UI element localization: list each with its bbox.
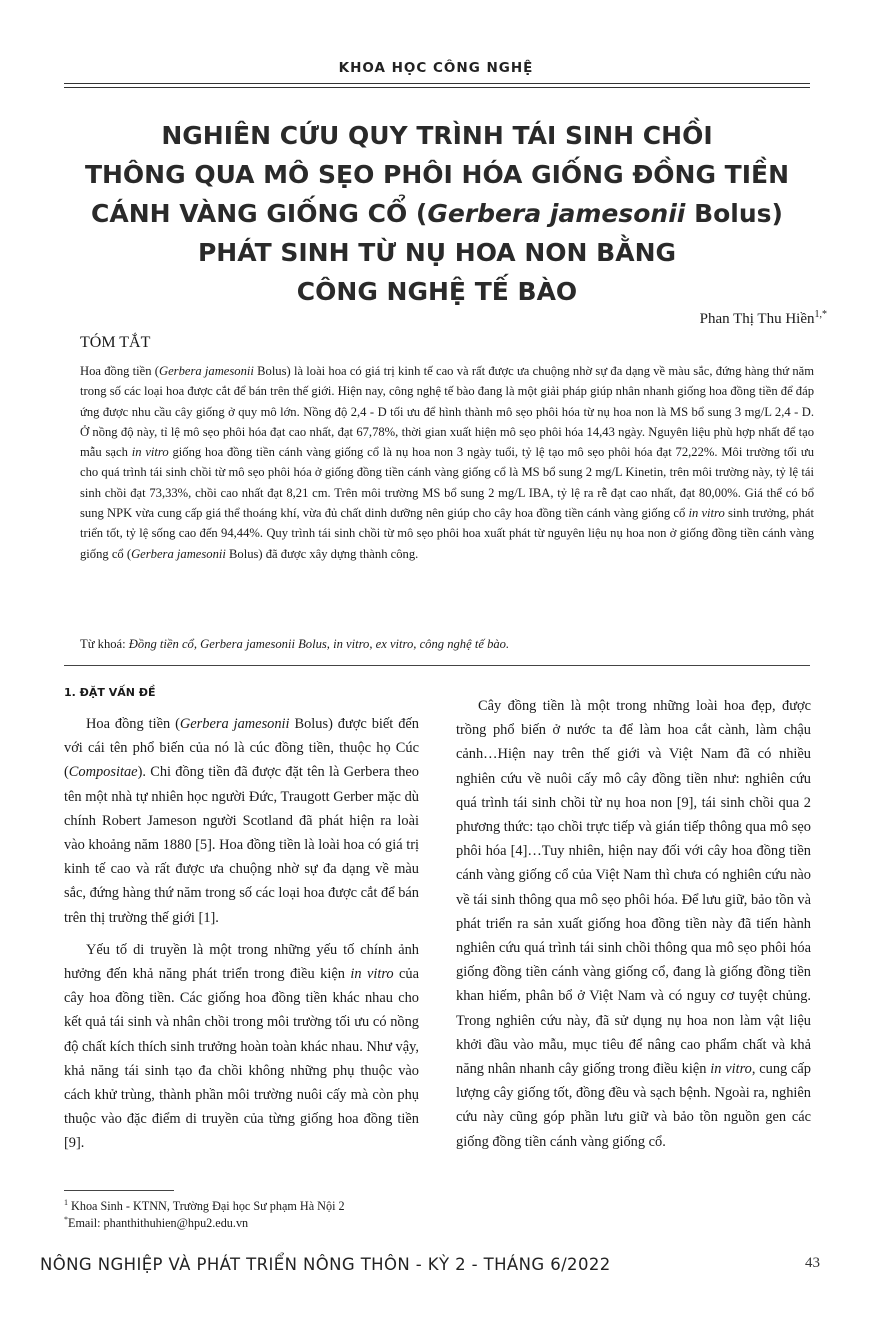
footnote-text: Khoa Sinh - KTNN, Trường Đại học Sư phạm Hà Nội 2 — [68, 1199, 345, 1214]
title-line-3 — [40, 194, 834, 233]
abstract-text: Bolus) là loài hoa có giá trị kinh tế cao và rất được ưa chuộng nhờ sự đa dạng về màu sắc, đứng hàng thứ năm trong số các loại hoa được cắt để bán trên thế giới. Hiện nay, công nghệ tế bào đang là một giải pháp giúp nhân nhanh giống hoa đồng tiền để đáp ứng được nhu cầu cây giống ở quy mô lớn. Nồng độ 2,4 - D tối ưu để hình thành mô sẹo phôi hóa từ nụ hoa non là MS bổ sung 3 mg/L 2,4 - D. Ở nồng độ này, tỉ lệ mô sẹo phôi hóa đạt cao nhất, đạt 67,78%, thời gian xuất hiện mô sẹo phôi hóa 14,43 ngày. Nguyên liệu phù hợp nhất để tạo mẫu sạch — [80, 364, 814, 460]
title-line-3-a: CÁNH VÀNG GIỐNG CỔ ( — [91, 199, 428, 228]
keywords-label: Từ khoá: — [80, 637, 129, 651]
title-line-5: CÔNG NGHỆ TẾ BÀO — [296, 277, 578, 306]
footnote-text: Email: phanthithuhien@hpu2.edu.vn — [68, 1216, 249, 1231]
abstract-text: Hoa đồng tiền ( — [80, 364, 159, 378]
paragraph-1 — [64, 712, 419, 930]
header-rule-top — [64, 83, 810, 84]
abstract-heading: TÓM TẮT — [80, 334, 151, 351]
family-name: Compositae — [68, 764, 138, 781]
invitro-term: in vitro — [350, 966, 394, 983]
footnote-affiliation — [64, 1198, 345, 1214]
abstract-body — [80, 361, 814, 564]
body-text: ). Chi đồng tiền đã được đặt tên là Gerbera theo tên một nhà tự nhiên học người Đức, Traugott Gerber mặc dù chính Robert Jameson người Scotland đã phát hiện ra loài vào khoảng năm 1880 [5]. Hoa đồng tiền là loài hoa có giá trị kinh tế cao và rất được ưa chuộng nhờ sự đa dạng về màu sắc, đứng hàng thứ năm trong số các loại hoa được cắt để bán trên thị trường thế giới [1]. — [64, 764, 419, 926]
paragraph-2 — [64, 938, 419, 1156]
title-line-3-b: Bolus) — [685, 199, 783, 228]
footnote-mark: * — [64, 1215, 68, 1224]
abstract-species: Gerbera jamesonii — [131, 546, 226, 561]
title-line-1: NGHIÊN CỨU QUY TRÌNH TÁI SINH CHỒI — [161, 121, 713, 150]
body-text: Bolus) được biết đến với cái tên phổ biến của nó là cúc đồng tiền, thuộc họ Cúc ( — [64, 716, 419, 781]
footnote-email — [64, 1215, 248, 1231]
section-heading: 1. ĐẶT VẤN ĐỀ — [64, 686, 156, 699]
abstract-invitro: in vitro — [131, 445, 169, 460]
section-header: KHOA HỌC CÔNG NGHỆ — [338, 60, 534, 76]
footnote-rule — [64, 1190, 174, 1191]
abstract-species: Gerbera jamesonii — [158, 364, 254, 378]
article-title — [40, 116, 834, 311]
species-name: Gerbera jamesonii — [179, 716, 290, 732]
keywords — [80, 637, 814, 652]
column-left — [64, 712, 419, 1156]
footnote-mark: 1 — [64, 1198, 68, 1207]
page-number: 43 — [805, 1255, 820, 1271]
invitro-term: in vitro — [710, 1061, 752, 1078]
body-text: Yếu tố di truyền là một trong những yếu tố chính ảnh hưởng đến khả năng phát triển trong điều kiện — [64, 941, 419, 983]
abstract-text: sinh trưởng, phát triển tốt, tỷ lệ sống cao đến 94,44%. Quy trình tái sinh chồi từ mô sẹo phôi hoa xuất phát từ nguyên liệu nụ hoa non ở giống đồng tiền cánh vàng giống cổ ( — [80, 506, 815, 561]
title-species: Gerbera jamesonii — [427, 199, 686, 228]
body-text: Hoa đồng tiền ( — [86, 716, 180, 732]
abstract-text: Bolus) đã được xây dựng thành công. — [225, 546, 419, 561]
body-text: , cung cấp lượng cây giống tốt, đồng đều và sạch bệnh. Ngoài ra, nghiên cứu này cũng góp phần lưu giữ và bảo tồn nguồn gen các giống đồng tiền cánh vàng giống cổ. — [456, 1061, 811, 1150]
keywords-value: Đồng tiền cổ, Gerbera jamesonii Bolus, in vitro, ex vitro, công nghệ tế bào. — [128, 637, 510, 651]
body-text: Cây đồng tiền là một trong những loài hoa đẹp, được trồng phổ biến ở nước ta để làm hoa cắt cành, làm chậu cảnh…Hiện nay trên thế giới và Việt Nam đã có nhiều nghiên cứu về nuôi cấy mô cây đồng tiền như: nghiên cứu quá trình tái sinh chồi từ nụ hoa non [9], tái sinh chồi qua 2 phương thức: tạo chồi trực tiếp và gián tiếp thông qua mô sẹo phôi hóa [4]…Tuy nhiên, hiện nay đối với cây hoa đồng tiền cánh vàng giống cổ của Việt Nam thì chưa có nghiên cứu nào về tái sinh thông qua mô sẹo phôi hóa. Để lưu giữ, bảo tồn và phát triển ra sản xuất giống hoa đồng tiền này đã tiến hành nghiên cứu quá trình tái sinh chồi thông qua mô sẹo phôi hóa giống đồng tiền cánh vàng giống cổ, đang là giống đồng tiền khan hiếm, phân bổ ở Việt Nam và có nguy cơ tuyệt chủng. Trong nghiên cứu này, đã sử dụng nụ hoa non làm vật liệu khởi đầu vào mẫu, mục tiêu để nâng cao phẩm chất và khả năng nhân nhanh cây giống trong điều kiện — [456, 698, 811, 1078]
header-rule-bottom — [64, 87, 810, 88]
column-right — [456, 694, 811, 1154]
abstract-invitro: in vitro — [688, 506, 725, 521]
author — [700, 309, 827, 328]
body-text: của cây hoa đồng tiền. Các giống hoa đồng tiền khác nhau cho kết quả tái sinh và nhân chồi trong môi trường tối ưu có nồng độ chất kích thích sinh trưởng hoàn toàn khác nhau. Như vậy, khả năng tái sinh tạo đa chồi không những phụ thuộc vào cách khử trùng, thành phần môi trường nuôi cấy mà còn phụ thuộc vào đặc điểm di truyền của từng giống hoa đồng tiền [9]. — [64, 966, 419, 1152]
title-line-2: THÔNG QUA MÔ SẸO PHÔI HÓA GIỐNG ĐỒNG TIỀN — [84, 160, 790, 189]
author-name: Phan Thị Thu Hiền — [699, 311, 815, 327]
paragraph-3 — [456, 694, 811, 1154]
abstract-divider — [64, 665, 810, 666]
journal-footer: NÔNG NGHIỆP VÀ PHÁT TRIỂN NÔNG THÔN - KỲ 2 - THÁNG 6/2022 — [40, 1255, 611, 1274]
title-line-4: PHÁT SINH TỪ NỤ HOA NON BẰNG — [197, 238, 677, 267]
abstract-text: giống hoa đồng tiền cánh vàng giống cổ là nụ hoa non 3 ngày tuổi, tỷ lệ tạo mô sẹo phôi hóa đạt 72,22%. Môi trường tối ưu cho quá trình tái sinh chồi từ mô sẹo phôi hóa ở giống đồng tiền cánh vàng giống cổ là MS bổ sung 2 mg/L Kinetin, trên môi trường này, tỷ lệ tái sinh chồi đạt 73,33%, chồi cao nhất đạt 8,21 cm. Trên môi trường MS bổ sung 2 mg/L IBA, tỷ lệ ra rễ đạt cao nhất, đạt 80,00%. Giá thể có bổ sung NPK vừa cung cấp giá thể thoáng khí, vừa đủ chất dinh dưỡng nên giúp cho cây hoa đồng tiền cánh vàng giống cổ — [80, 445, 815, 521]
author-marks: 1,* — [814, 309, 827, 320]
